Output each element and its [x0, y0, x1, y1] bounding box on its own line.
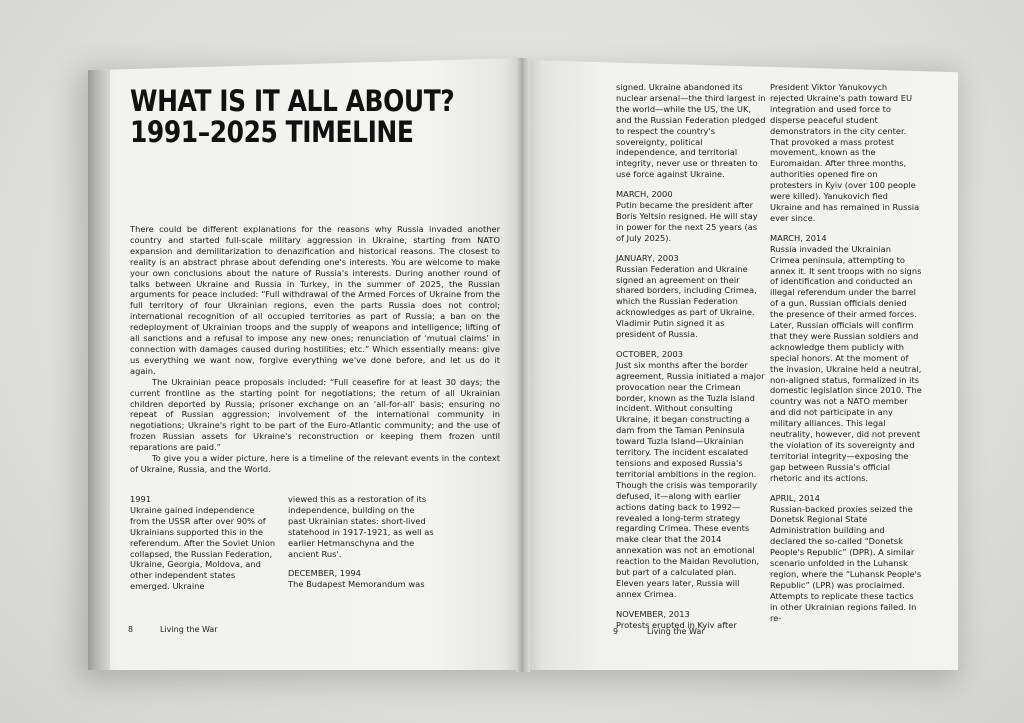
page-number-right: 9	[613, 627, 619, 636]
left-timeline-column-2	[288, 494, 434, 599]
timeline-text: Putin became the president after Boris Yeltsin resigned. He will stay in power for the next 25 years (as of July 2025).	[616, 200, 758, 243]
running-footer-right: Living the War	[647, 627, 705, 636]
timeline-date: 1991	[130, 494, 152, 504]
timeline-date: OCTOBER, 2003	[616, 348, 684, 359]
timeline-entry	[616, 253, 766, 340]
timeline-text: Russian-backed proxies seized the Donetsk Regional State Administration building and declared the so-called “Donetsk People's Republic” (DPR). A similar scenario unfolded in the Luhansk region, where the “Luhansk People's Republic” (LPR) was proclaimed. Attempts to replicate these tactics in other Ukrainian regions failed. In re-	[770, 503, 922, 623]
timeline-entry	[616, 82, 766, 180]
timeline-text: President Viktor Yanukovych rejected Ukraine's path toward EU integration and used force to disperse peaceful student demonstrators in the city center. That provoked a mass protest movement, known as the Euromaidan. After three months, authorities opened fire on protesters in Kyiv (over 100 people were killed). Yanukovich fled Ukraine and has remained in Russia ever since.	[770, 82, 920, 223]
timeline-entry	[770, 233, 922, 484]
title-line-2: 1991–2025 TIMELINE	[130, 115, 414, 149]
timeline-date: NOVEMBER, 2013	[616, 608, 690, 619]
intro-paragraph: To give you a wider picture, here is a timeline of the relevant events in the context of Ukraine, Russia, and the World.	[130, 453, 500, 474]
timeline-date: DECEMBER, 1994	[288, 568, 361, 579]
left-timeline-column-1	[130, 494, 276, 601]
timeline-text: The Budapest Memorandum was	[288, 579, 425, 590]
timeline-entry	[770, 493, 922, 624]
running-footer-left: Living the War	[160, 625, 218, 634]
timeline-entry	[130, 494, 276, 592]
timeline-text: viewed this as a restoration of its independence, building on the past Ukrainian states: short-lived statehood in 1917-1921, as well as earlier Hetmanschyna and the ancient Rus'.	[288, 494, 434, 559]
timeline-text: Just six months after the border agreement, Russia initiated a major provocation near the Crimean border, known as the Tuzla Island incident. Without consulting Ukraine, it began constructing a dam from the Taman Peninsula toward Tuzla Island—Ukrainian territory. The incident escalated tensions and exposed Russia's territorial ambitions in the region. Though the crisis was temporarily defused, it—along with earlier actions dating back to 1992—revealed a long-term strategy regarding Crimea. These events make clear that the 2014 annexation was not an emotional reaction to the Maidan Revolution, but part of a calculated plan. Eleven years later, Russia will annex Crimea.	[616, 359, 765, 599]
title-line-1: WHAT IS IT ALL ABOUT?	[130, 84, 455, 118]
timeline-text: signed. Ukraine abandoned its nuclear arsenal—the third largest in the world—while the US, the UK, and the Russian Federation pledged to respect the country's sovereignty, political independence, and territorial integrity, never use or threaten to use force against Ukraine.	[616, 82, 766, 180]
page-number-left: 8	[128, 625, 134, 634]
intro-text	[130, 224, 500, 475]
timeline-text: Russia invaded the Ukrainian Crimea peninsula, attempting to annex it. It sent troops with no signs of identification and conducted an illegal referendum under the barrel of a gun. Russian officials denied the presence of their armed forces. Later, Russian officials will confirm that they were Russian soldiers and acknowledge them publicly with special honors. At the moment of the invasion, Ukraine held a neutral, non-aligned status, formalized in its domestic legislation since 2010. The country was not a NATO member and did not participate in any military alliances. This legal neutrality, however, did not prevent the violation of its sovereignty and territorial integrity—exposing the gap between Russia's official rhetoric and its actions.	[770, 243, 922, 483]
intro-paragraph: There could be different explanations for the reasons why Russia invaded another country and started full-scale military aggression in Ukraine, starting from NATO expansion and demilitarization to denazification and historical reasons. The closest to reality is an abstract phrase about defending one's interests. You are welcome to make your own conclusions about the nature of Russia's interests. During another round of talks between Ukraine and Russia in Turkey, in the summer of 2025, the Russian arguments for peace included: “Full withdrawal of the Armed Forces of Ukraine from the full territory of four Ukrainian regions, even the parts Russia does not control; international recognition of all occupied territories as part of Russia; a ban on the redeployment of Ukrainian troops and the supply of weapons and intelligence; lifting of all sanctions and a refusal to impose any new ones; renunciation of ‘mutual claims’ in connection with damages caused during hostilities; etc.” Which essentially means: give us everything we want now, forgive everything we've done before, and let us do it again.	[130, 224, 500, 376]
intro-paragraph: The Ukrainian peace proposals included: “Full ceasefire for at least 30 days; the current frontline as the starting point for negotiations; the return of all Ukrainian children deported by Russia; prisoner exchange on an ‘all-for-all’ basis; ensuring no repeat of Russian aggression; involvement of the international community in negotiations; Ukraine's right to be part of the Euro-Atlantic community; and the use of frozen Russian assets for Ukraine's reconstruction or keeping them frozen until reparations are paid.”	[130, 376, 500, 453]
timeline-entry	[288, 568, 434, 590]
timeline-date: APRIL, 2014	[770, 492, 820, 503]
timeline-text: Ukraine gained independence from the USSR after over 90% of Ukrainians supported this in the referendum. After the Soviet Union collapsed, the Russian Federation, Ukraine, Georgia, Moldova, and other independent states emerged. Ukraine	[130, 504, 276, 592]
page-title	[130, 86, 454, 148]
timeline-entry	[288, 494, 434, 559]
timeline-entry	[770, 82, 922, 224]
timeline-date: MARCH, 2014	[770, 232, 827, 243]
timeline-entry	[616, 189, 766, 244]
timeline-date: JANUARY, 2003	[616, 252, 679, 263]
timeline-entry	[616, 349, 766, 600]
timeline-date: MARCH, 2000	[616, 189, 673, 200]
right-timeline-column-1	[616, 82, 766, 640]
page-stack-edge	[88, 58, 110, 670]
timeline-text: Russian Federation and Ukraine signed an agreement on their shared borders, including Crimea, which the Russian Federation acknowledges as part of Ukraine. Vladimir Putin signed it as president of Russia.	[616, 263, 757, 340]
book-spine	[516, 58, 530, 672]
timeline-text: Protests erupted in Kyiv after	[616, 619, 737, 630]
right-timeline-column-2	[770, 82, 922, 633]
